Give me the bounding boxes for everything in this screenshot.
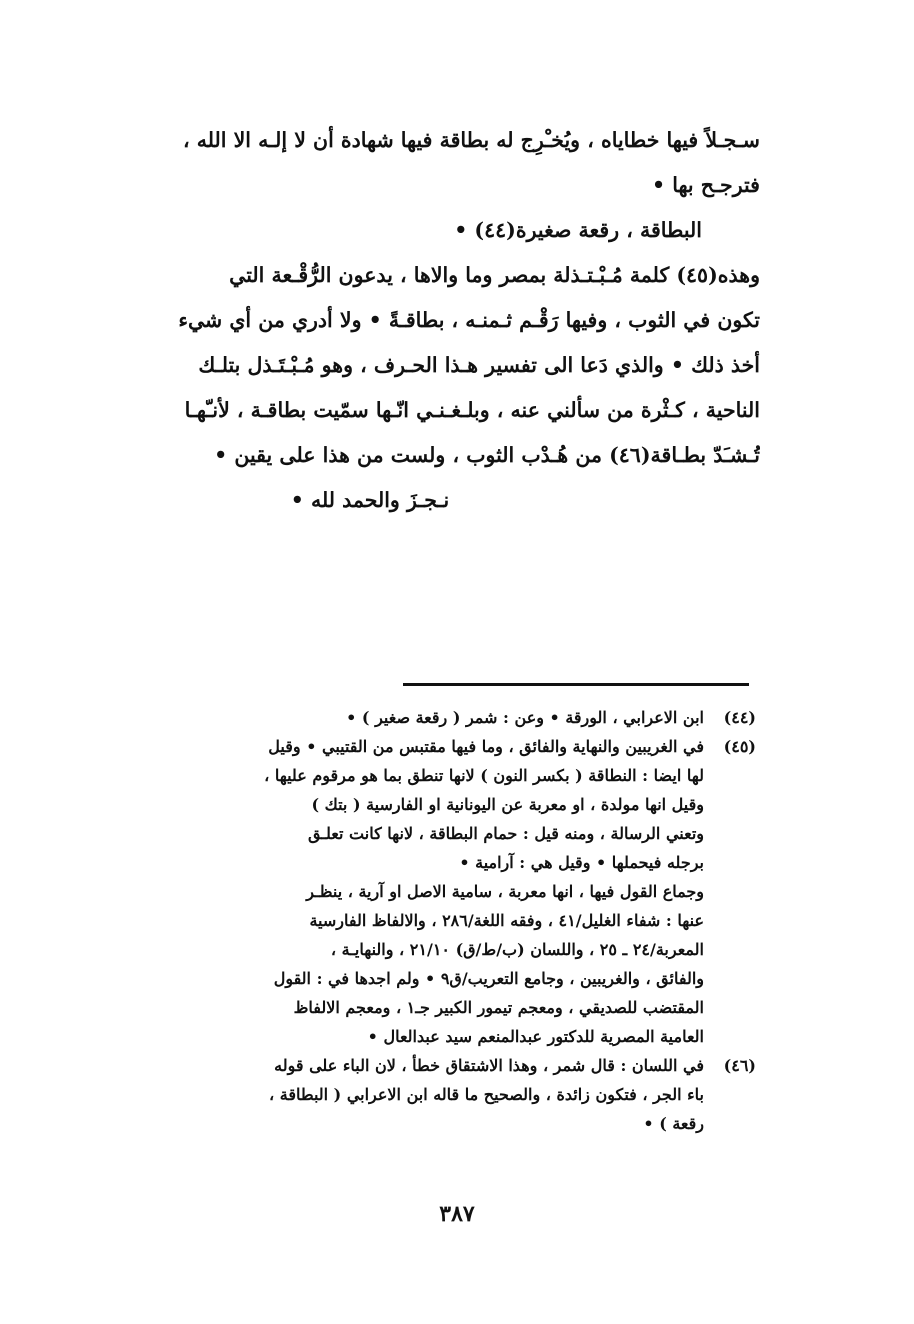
footnote-body <box>96 1051 704 1138</box>
footnotes-block <box>96 703 756 1138</box>
main-text-line: البطاقة ، رقعة صغيرة(٤٤) • <box>454 218 702 242</box>
main-text-line: سـجـلاً فيها خطاياه ، ويُخـْرِج له بطاقة فيها شهادة أن لا إلـه الا الله ، <box>182 128 760 152</box>
main-text-line: الناحية ، كـثْرة من سألني عنه ، وبلـغـنـي انّـها سمّيت بطاقـة ، لأنـّهـا <box>184 398 760 422</box>
footnote-line: وقيل انها مولدة ، او معربة عن اليونانية او الفارسية ( بتك ) <box>311 795 704 814</box>
footnote-divider <box>403 683 749 686</box>
footnote-line: والفائق ، والغريبين ، وجامع التعريب/ق٩ • ولم اجدها في : القول <box>273 969 704 988</box>
footnote-number: (٤٦) <box>723 1056 756 1075</box>
main-text-block <box>100 118 760 523</box>
footnote-line: المقتضب للصديقي ، ومعجم تيمور الكبير جـ١ ، ومعجم الالفاظ <box>293 998 704 1017</box>
footnote-line: في الغريبين والنهاية والفائق ، وما فيها مقتبس من القتيبي • وقيل <box>268 737 704 756</box>
footnote-line: المعربة/٢٤ ـ ٢٥ ، واللسان (ب/ط/ق) ٢١/١٠ ، والنهايـة ، <box>330 940 704 959</box>
footnote-line: لها ايضا : النطاقة ( بكسر النون ) لانها تنطق بما هو مرقوم عليها ، <box>264 766 704 785</box>
footnote-45 <box>96 732 756 1051</box>
footnote-body <box>96 732 704 1051</box>
footnote-line: وتعني الرسالة ، ومنه قيل : حمام البطاقة ، لانها كانت تعلـق <box>307 824 704 843</box>
footnote-line: وجماع القول فيها ، انها معربة ، سامية الاصل او آرية ، ينظـر <box>306 882 704 901</box>
footnote-44 <box>96 703 756 732</box>
main-text-line: تُـشـَدّ بطـاقة(٤٦) من هُـدْب الثوب ، ولست من هذا على يقين • <box>214 443 760 467</box>
main-text-line: فترجـح بها • <box>652 173 760 197</box>
footnote-line: باء الجر ، فتكون زائدة ، والصحيح ما قاله ابن الاعرابي ( البطاقة ، <box>269 1085 704 1104</box>
footnote-body <box>96 703 704 732</box>
page-number: ٣٨٧ <box>439 1201 475 1227</box>
main-text-line: أخذ ذلك • والذي دَعا الى تفسير هـذا الحـرف ، وهو مُـبْـتَـذل بتلـك <box>198 353 760 377</box>
footnote-number: (٤٤) <box>723 708 756 727</box>
footnote-line: برجله فيحملها • وقيل هي : آرامية • <box>459 853 704 872</box>
footnote-number: (٤٥) <box>723 737 756 756</box>
main-text-line: وهذه(٤٥) كلمة مُـبْـتـذلة بمصر وما والاها ، يدعون الرُّقْـعة التي <box>229 263 760 287</box>
footnote-line: عنها : شفاء الغليل/٤١ ، وفقه اللغة/٢٨٦ ، والالفاظ الفارسية <box>309 911 704 930</box>
footnote-line: في اللسان : قال شمر ، وهذا الاشتقاق خطأ ، لان الباء على قوله <box>274 1056 704 1075</box>
main-text-line: تكون في الثوب ، وفيها رَقْـم ثـمنـه ، بطاقـةً • ولا أدري من أي شيء <box>178 308 760 332</box>
main-text-closing-line: نـجـزَ والحمد لله • <box>290 488 450 512</box>
footnote-line: رقعة ) • <box>643 1114 704 1133</box>
footnote-line: ابن الاعرابي ، الورقة • وعن : شمر ( رقعة صغير ) • <box>346 708 704 727</box>
footnote-46 <box>96 1051 756 1138</box>
footnote-line: العامية المصرية للدكتور عبدالمنعم سيد عبدالعال • <box>367 1027 704 1046</box>
